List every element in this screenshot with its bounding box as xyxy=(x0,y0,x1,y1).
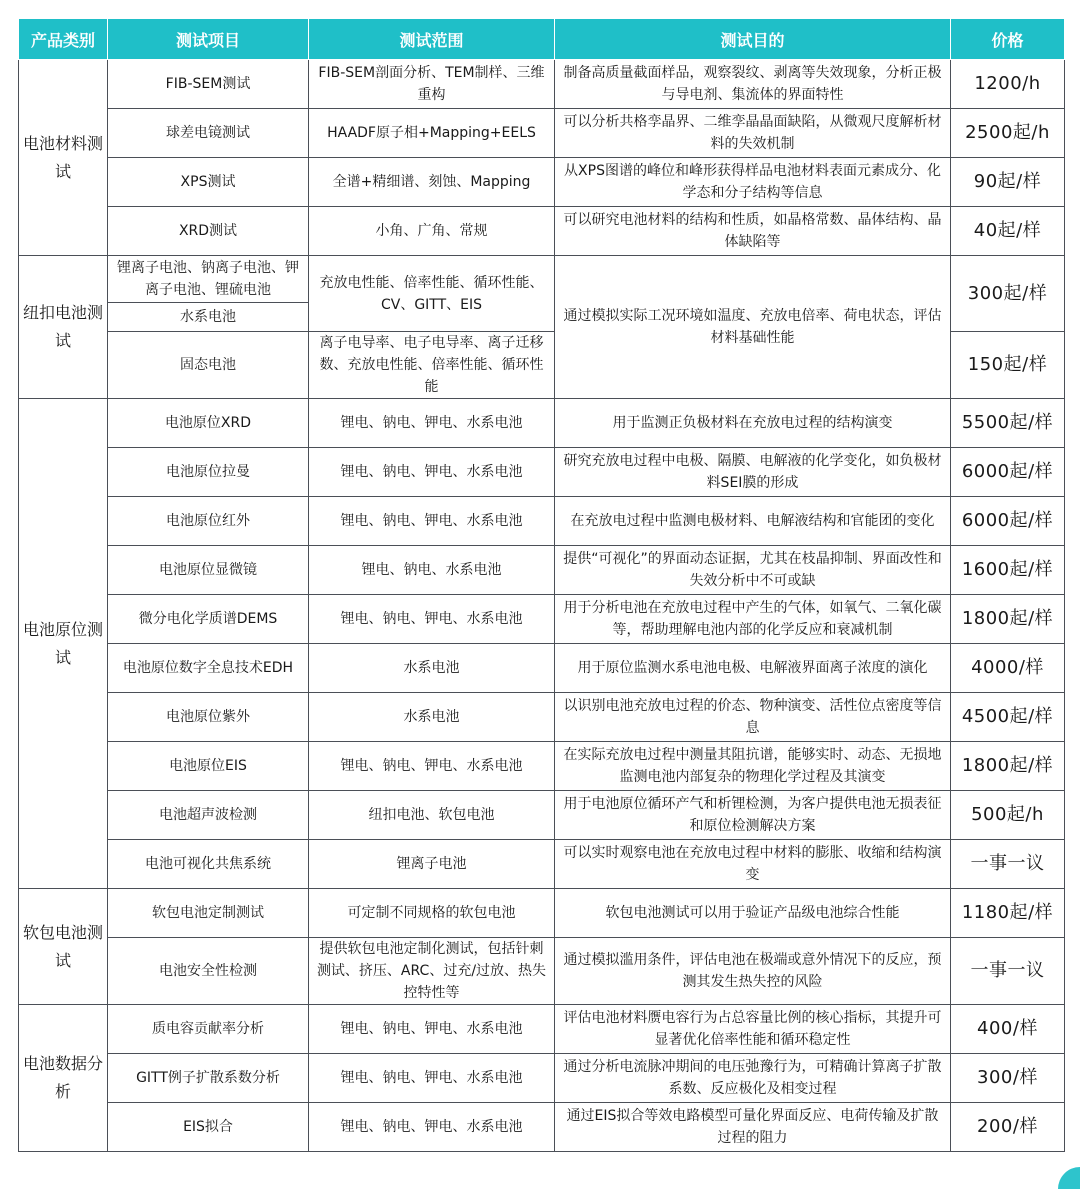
scope-cell: 锂电、钠电、钾电、水系电池 xyxy=(309,1054,555,1103)
purpose-cell: 制备高质量截面样品，观察裂纹、剥离等失效现象，分析正极与导电剂、集流体的界面特性 xyxy=(555,60,951,109)
item-cell: GITT例子扩散系数分析 xyxy=(108,1054,309,1103)
scope-cell: 水系电池 xyxy=(309,693,555,742)
scope-cell: 充放电性能、倍率性能、循环性能、CV、GITT、EIS xyxy=(309,256,555,332)
header-item: 测试项目 xyxy=(108,19,309,60)
item-cell: 电池原位EIS xyxy=(108,742,309,791)
table-row xyxy=(19,109,1065,158)
price-cell: 4500起/样 xyxy=(951,693,1065,742)
table-row xyxy=(19,1054,1065,1103)
table-row xyxy=(19,207,1065,256)
table-row xyxy=(19,644,1065,693)
item-cell: 质电容贡献率分析 xyxy=(108,1005,309,1054)
price-cell: 1800起/样 xyxy=(951,595,1065,644)
purpose-cell: 可以研究电池材料的结构和性质，如晶格常数、晶体结构、晶体缺陷等 xyxy=(555,207,951,256)
item-cell: 电池原位数字全息技术EDH xyxy=(108,644,309,693)
item-cell: FIB-SEM测试 xyxy=(108,60,309,109)
purpose-cell: 通过EIS拟合等效电路模型可量化界面反应、电荷传输及扩散过程的阻力 xyxy=(555,1103,951,1152)
price-cell: 40起/样 xyxy=(951,207,1065,256)
scope-cell: 可定制不同规格的软包电池 xyxy=(309,889,555,938)
purpose-cell: 以识别电池充放电过程的价态、物种演变、活性位点密度等信息 xyxy=(555,693,951,742)
purpose-cell: 评估电池材料赝电容行为占总容量比例的核心指标，其提升可显著优化倍率性能和循环稳定性 xyxy=(555,1005,951,1054)
header-category: 产品类别 xyxy=(19,19,108,60)
scope-cell: 小角、广角、常规 xyxy=(309,207,555,256)
category-cell: 电池原位测试 xyxy=(19,399,108,889)
purpose-cell: 可以分析共格孪晶界、二维孪晶晶面缺陷，从微观尺度解析材料的失效机制 xyxy=(555,109,951,158)
purpose-cell: 通过模拟实际工况环境如温度、充放电倍率、荷电状态，评估材料基础性能 xyxy=(555,256,951,399)
price-cell: 200/样 xyxy=(951,1103,1065,1152)
scope-cell: 锂电、钠电、钾电、水系电池 xyxy=(309,497,555,546)
table-row xyxy=(19,889,1065,938)
table-row xyxy=(19,399,1065,448)
item-cell: 锂离子电池、钠离子电池、钾离子电池、锂硫电池 xyxy=(108,256,309,303)
purpose-cell: 研究充放电过程中电极、隔膜、电解液的化学变化，如负极材料SEI膜的形成 xyxy=(555,448,951,497)
table-row xyxy=(19,497,1065,546)
item-cell: EIS拟合 xyxy=(108,1103,309,1152)
purpose-cell: 用于分析电池在充放电过程中产生的气体，如氧气、二氧化碳等，帮助理解电池内部的化学反应和衰减机制 xyxy=(555,595,951,644)
price-cell: 90起/样 xyxy=(951,158,1065,207)
price-cell: 1600起/样 xyxy=(951,546,1065,595)
purpose-cell: 可以实时观察电池在充放电过程中材料的膨胀、收缩和结构演变 xyxy=(555,840,951,889)
corner-decoration xyxy=(1058,1167,1080,1189)
table-row xyxy=(19,60,1065,109)
scope-cell: 锂电、钠电、钾电、水系电池 xyxy=(309,1103,555,1152)
price-cell: 300/样 xyxy=(951,1054,1065,1103)
purpose-cell: 在充放电过程中监测电极材料、电解液结构和官能团的变化 xyxy=(555,497,951,546)
scope-cell: 锂电、钠电、钾电、水系电池 xyxy=(309,399,555,448)
scope-cell: 锂离子电池 xyxy=(309,840,555,889)
purpose-cell: 从XPS图谱的峰位和峰形获得样品电池材料表面元素成分、化学态和分子结构等信息 xyxy=(555,158,951,207)
scope-cell: 离子电导率、电子电导率、离子迁移数、充放电性能、倍率性能、循环性能 xyxy=(309,332,555,399)
item-cell: 软包电池定制测试 xyxy=(108,889,309,938)
purpose-cell: 提供“可视化”的界面动态证据，尤其在枝晶抑制、界面改性和失效分析中不可或缺 xyxy=(555,546,951,595)
scope-cell: 全谱+精细谱、刻蚀、Mapping xyxy=(309,158,555,207)
price-cell: 6000起/样 xyxy=(951,448,1065,497)
category-cell: 软包电池测试 xyxy=(19,889,108,1005)
table-row xyxy=(19,448,1065,497)
item-cell: 电池可视化共焦系统 xyxy=(108,840,309,889)
scope-cell: 锂电、钠电、钾电、水系电池 xyxy=(309,742,555,791)
scope-cell: 水系电池 xyxy=(309,644,555,693)
item-cell: XPS测试 xyxy=(108,158,309,207)
table-row xyxy=(19,595,1065,644)
purpose-cell: 通过模拟滥用条件，评估电池在极端或意外情况下的反应，预测其发生热失控的风险 xyxy=(555,938,951,1005)
table-row xyxy=(19,693,1065,742)
price-cell: 1800起/样 xyxy=(951,742,1065,791)
price-cell: 6000起/样 xyxy=(951,497,1065,546)
item-cell: XRD测试 xyxy=(108,207,309,256)
table-row xyxy=(19,791,1065,840)
scope-cell: 纽扣电池、软包电池 xyxy=(309,791,555,840)
price-cell: 150起/样 xyxy=(951,332,1065,399)
item-cell: 电池原位XRD xyxy=(108,399,309,448)
scope-cell: 提供软包电池定制化测试，包括针刺测试、挤压、ARC、过充/过放、热失控特性等 xyxy=(309,938,555,1005)
item-cell: 水系电池 xyxy=(108,303,309,332)
price-cell: 一事一议 xyxy=(951,840,1065,889)
scope-cell: HAADF原子相+Mapping+EELS xyxy=(309,109,555,158)
table-row xyxy=(19,938,1065,1005)
header-row xyxy=(19,19,1065,60)
header-scope: 测试范围 xyxy=(309,19,555,60)
table-row xyxy=(19,1103,1065,1152)
item-cell: 电池安全性检测 xyxy=(108,938,309,1005)
table-row xyxy=(19,840,1065,889)
item-cell: 电池原位显微镜 xyxy=(108,546,309,595)
purpose-cell: 软包电池测试可以用于验证产品级电池综合性能 xyxy=(555,889,951,938)
price-cell: 400/样 xyxy=(951,1005,1065,1054)
item-cell: 电池原位拉曼 xyxy=(108,448,309,497)
table-row xyxy=(19,742,1065,791)
table-row xyxy=(19,1005,1065,1054)
table-row xyxy=(19,256,1065,303)
category-cell: 纽扣电池测试 xyxy=(19,256,108,399)
price-cell: 1180起/样 xyxy=(951,889,1065,938)
test-price-table xyxy=(18,18,1065,1152)
header-purpose: 测试目的 xyxy=(555,19,951,60)
item-cell: 固态电池 xyxy=(108,332,309,399)
item-cell: 微分电化学质谱DEMS xyxy=(108,595,309,644)
price-cell: 2500起/h xyxy=(951,109,1065,158)
item-cell: 电池超声波检测 xyxy=(108,791,309,840)
table-row xyxy=(19,158,1065,207)
price-cell: 一事一议 xyxy=(951,938,1065,1005)
price-cell: 5500起/样 xyxy=(951,399,1065,448)
table-row xyxy=(19,546,1065,595)
scope-cell: 锂电、钠电、钾电、水系电池 xyxy=(309,448,555,497)
price-cell: 300起/样 xyxy=(951,256,1065,332)
purpose-cell: 在实际充放电过程中测量其阻抗谱，能够实时、动态、无损地监测电池内部复杂的物理化学过程及其演变 xyxy=(555,742,951,791)
scope-cell: 锂电、钠电、水系电池 xyxy=(309,546,555,595)
price-cell: 4000/样 xyxy=(951,644,1065,693)
purpose-cell: 用于原位监测水系电池电极、电解液界面离子浓度的演化 xyxy=(555,644,951,693)
category-cell: 电池材料测试 xyxy=(19,60,108,256)
scope-cell: FIB-SEM剖面分析、TEM制样、三维重构 xyxy=(309,60,555,109)
purpose-cell: 通过分析电流脉冲期间的电压弛豫行为，可精确计算离子扩散系数、反应极化及相变过程 xyxy=(555,1054,951,1103)
purpose-cell: 用于监测正负极材料在充放电过程的结构演变 xyxy=(555,399,951,448)
price-cell: 1200/h xyxy=(951,60,1065,109)
purpose-cell: 用于电池原位循环产气和析锂检测，为客户提供电池无损表征和原位检测解决方案 xyxy=(555,791,951,840)
item-cell: 电池原位紫外 xyxy=(108,693,309,742)
category-cell: 电池数据分析 xyxy=(19,1005,108,1152)
price-cell: 500起/h xyxy=(951,791,1065,840)
scope-cell: 锂电、钠电、钾电、水系电池 xyxy=(309,595,555,644)
item-cell: 电池原位红外 xyxy=(108,497,309,546)
item-cell: 球差电镜测试 xyxy=(108,109,309,158)
scope-cell: 锂电、钠电、钾电、水系电池 xyxy=(309,1005,555,1054)
header-price: 价格 xyxy=(951,19,1065,60)
